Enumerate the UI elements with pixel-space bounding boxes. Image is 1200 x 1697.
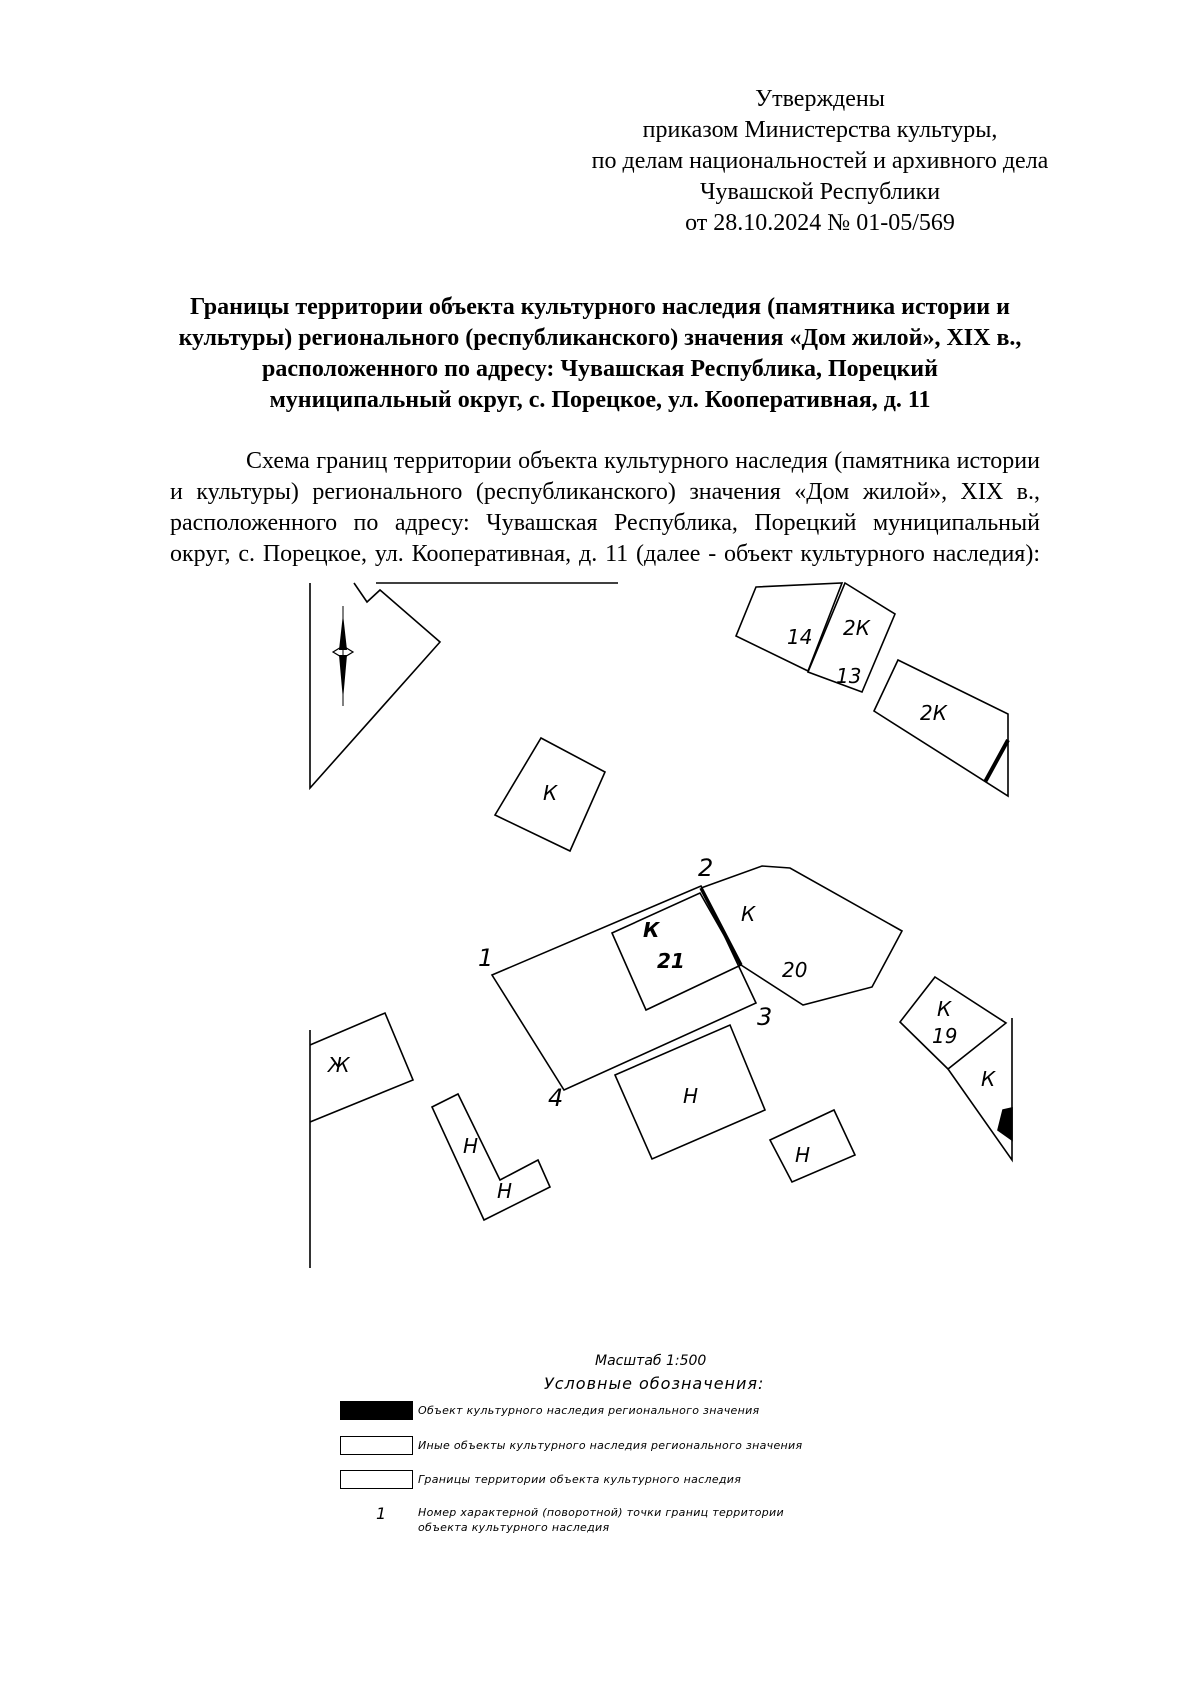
- point-4: 4: [548, 1084, 564, 1112]
- label-zh: Ж: [328, 1053, 350, 1077]
- title-line-3: расположенного по адресу: Чувашская Республика, Порецкий: [262, 356, 938, 382]
- label-2k-right: 2К: [920, 701, 947, 725]
- intro-line-1: Схема границ территории объекта культурного наследия (памятника истории: [246, 448, 1040, 474]
- building-k-20: [701, 866, 902, 1005]
- label-21: 21: [657, 949, 685, 973]
- intro-line-4: округ, с. Порецкое, ул. Кооперативная, д. 11 (далее - объект культурного наследия):: [170, 541, 1040, 567]
- approval-block: [560, 84, 1080, 239]
- point-2: 2: [698, 854, 714, 882]
- territory-boundary: [492, 886, 756, 1090]
- title-line-2: культуры) регионального (республиканского) значения «Дом жилой», XIX в.,: [178, 325, 1022, 351]
- building-h-right: [770, 1110, 855, 1182]
- legend-title: Условные обозначения:: [544, 1374, 765, 1393]
- legend-item-4-line-1: Номер характерной (поворотной) точки границ территории: [418, 1506, 784, 1519]
- point-3: 3: [757, 1003, 773, 1031]
- label-k-right: К: [741, 902, 756, 926]
- legend-item-3-text: Границы территории объекта культурного наследия: [418, 1473, 742, 1486]
- heritage-object-edge: [701, 888, 741, 965]
- label-h-center: Н: [683, 1084, 699, 1108]
- label-h-right: Н: [795, 1143, 811, 1167]
- label-k-19: К: [937, 997, 952, 1021]
- building-14: [736, 583, 842, 671]
- legend-item-2-text: Иные объекты культурного наследия регионального значения: [418, 1439, 803, 1452]
- map-scale: Масштаб 1:500: [595, 1353, 707, 1369]
- legend-swatch-boundary: [340, 1470, 413, 1489]
- label-14: 14: [787, 625, 813, 649]
- approval-line-1: Утверждены: [755, 86, 885, 112]
- building-2k-top: [808, 583, 895, 692]
- label-13: 13: [836, 664, 862, 688]
- point-1: 1: [478, 944, 494, 972]
- parcel-top-left: [310, 583, 440, 788]
- legend-swatch-black: [340, 1401, 413, 1420]
- label-19: 19: [932, 1024, 958, 1048]
- label-20: 20: [782, 958, 808, 982]
- label-k-far-right: К: [981, 1067, 996, 1091]
- approval-line-3: по делам национальностей и архивного дела: [591, 148, 1049, 174]
- document-title: [160, 292, 1040, 416]
- building-h-center: [615, 1025, 765, 1159]
- approval-line-2: приказом Министерства культуры,: [642, 117, 998, 143]
- building-k-far-right: [948, 1018, 1012, 1160]
- building-zh: [310, 1013, 413, 1122]
- north-arrow-icon: [333, 606, 353, 706]
- legend-swatch-outline: [340, 1436, 413, 1455]
- building-k-19: [900, 977, 1006, 1069]
- building-k-21: [612, 893, 741, 1010]
- label-2k-top: 2К: [843, 616, 870, 640]
- title-line-4: муниципальный округ, с. Порецкое, ул. Кооперативная, д. 11: [269, 387, 931, 413]
- intro-line-3: расположенного по адресу: Чувашская Республика, Порецкий муниципальный: [170, 510, 1040, 536]
- label-h-l2: Н: [497, 1179, 513, 1203]
- approval-line-4: Чувашской Республики: [699, 179, 941, 205]
- label-h-l1: Н: [463, 1134, 479, 1158]
- legend-item-4-line-2: объекта культурного наследия: [418, 1521, 610, 1534]
- approval-line-5: от 28.10.2024 № 01-05/569: [685, 210, 955, 236]
- intro-line-2: и культуры) регионального (республиканского) значения «Дом жилой», XIX в.,: [170, 479, 1040, 505]
- title-line-1: Границы территории объекта культурного наследия (памятника истории и: [190, 294, 1010, 320]
- legend-item-1-text: Объект культурного наследия регионального значения: [418, 1404, 760, 1417]
- building-h-l-shape: [432, 1094, 550, 1220]
- label-k-main: К: [643, 918, 660, 942]
- building-2k-right: [874, 660, 1008, 796]
- legend-point-sample: 1: [376, 1504, 387, 1523]
- building-k-top-center: [495, 738, 605, 851]
- intro-paragraph: [170, 446, 1040, 570]
- label-k-top-center: К: [543, 781, 558, 805]
